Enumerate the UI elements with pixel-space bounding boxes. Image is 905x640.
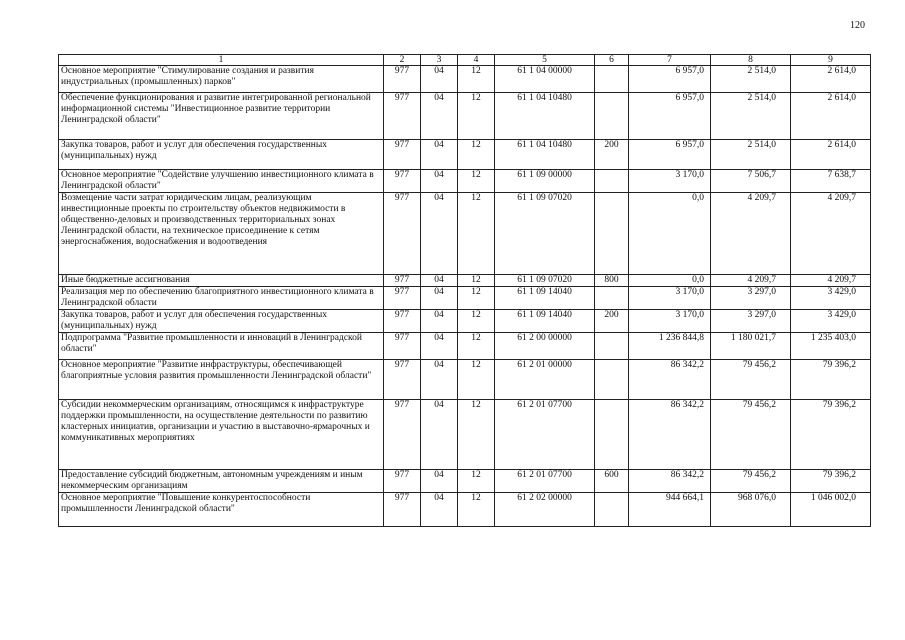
ministry-code-cell: 977 xyxy=(384,360,421,400)
subsection-code-cell: 12 xyxy=(458,93,495,140)
subsection-code-cell: 12 xyxy=(458,333,495,360)
section-code-cell: 04 xyxy=(421,287,458,310)
amount-col7-cell: 86 342,2 xyxy=(629,360,711,400)
column-header: 3 xyxy=(421,55,458,66)
expense-type-cell xyxy=(595,170,629,193)
page-number: 120 xyxy=(850,20,865,31)
subsection-code-cell: 12 xyxy=(458,193,495,275)
subsection-code-cell: 12 xyxy=(458,493,495,527)
target-article-cell: 61 1 04 10480 xyxy=(495,140,595,170)
table-row xyxy=(59,66,871,93)
ministry-code-cell: 977 xyxy=(384,333,421,360)
ministry-code-cell: 977 xyxy=(384,170,421,193)
section-code-cell: 04 xyxy=(421,140,458,170)
column-header: 8 xyxy=(711,55,791,66)
amount-col8-cell: 7 506,7 xyxy=(711,170,791,193)
amount-col7-cell: 6 957,0 xyxy=(629,93,711,140)
amount-col8-cell: 2 514,0 xyxy=(711,140,791,170)
amount-col8-cell: 4 209,7 xyxy=(711,193,791,275)
section-code-cell: 04 xyxy=(421,360,458,400)
column-header: 1 xyxy=(59,55,384,66)
table-row xyxy=(59,470,871,493)
column-header: 6 xyxy=(595,55,629,66)
ministry-code-cell: 977 xyxy=(384,470,421,493)
expense-type-cell xyxy=(595,193,629,275)
amount-col9-cell: 2 614,0 xyxy=(791,93,871,140)
amount-col9-cell: 79 396,2 xyxy=(791,400,871,470)
expense-type-cell xyxy=(595,93,629,140)
amount-col8-cell: 968 076,0 xyxy=(711,493,791,527)
row-name-cell: Возмещение части затрат юридическим лицам, реализующим инвестиционные проекты по строительству объектов недвижимости в общественно-деловых и производственных территориальных зонах Ленинградской области, на техническое присоединение к сетям энергоснабжения, водоснабжения и водоотведения xyxy=(59,193,384,275)
table-row xyxy=(59,275,871,287)
target-article-cell: 61 2 02 00000 xyxy=(495,493,595,527)
amount-col8-cell: 79 456,2 xyxy=(711,400,791,470)
amount-col7-cell: 3 170,0 xyxy=(629,170,711,193)
table-row xyxy=(59,493,871,527)
row-name-cell: Реализация мер по обеспечению благоприятного инвестиционного климата в Ленинградской области xyxy=(59,287,384,310)
row-name-cell: Основное мероприятие "Развитие инфраструктуры, обеспечивающей благоприятные условия развития промышленности Ленинградской области" xyxy=(59,360,384,400)
table-body xyxy=(59,66,871,527)
table-row xyxy=(59,140,871,170)
target-article-cell: 61 2 01 07700 xyxy=(495,400,595,470)
amount-col7-cell: 0,0 xyxy=(629,193,711,275)
section-code-cell: 04 xyxy=(421,275,458,287)
target-article-cell: 61 1 09 00000 xyxy=(495,170,595,193)
subsection-code-cell: 12 xyxy=(458,360,495,400)
amount-col7-cell: 1 236 844,8 xyxy=(629,333,711,360)
table-row xyxy=(59,287,871,310)
table-row xyxy=(59,310,871,333)
amount-col7-cell: 3 170,0 xyxy=(629,287,711,310)
amount-col9-cell: 7 638,7 xyxy=(791,170,871,193)
target-article-cell: 61 1 09 07020 xyxy=(495,275,595,287)
amount-col7-cell: 86 342,2 xyxy=(629,470,711,493)
subsection-code-cell: 12 xyxy=(458,287,495,310)
amount-col8-cell: 79 456,2 xyxy=(711,360,791,400)
amount-col9-cell: 4 209,7 xyxy=(791,193,871,275)
expense-type-cell xyxy=(595,66,629,93)
table-row xyxy=(59,360,871,400)
subsection-code-cell: 12 xyxy=(458,400,495,470)
amount-col8-cell: 79 456,2 xyxy=(711,470,791,493)
column-header: 2 xyxy=(384,55,421,66)
expense-type-cell xyxy=(595,333,629,360)
section-code-cell: 04 xyxy=(421,333,458,360)
row-name-cell: Обеспечение функционирования и развитие интегрированной региональной информационной системы "Инвестиционное развитие территории Ленинградской области" xyxy=(59,93,384,140)
ministry-code-cell: 977 xyxy=(384,93,421,140)
expense-type-cell xyxy=(595,287,629,310)
section-code-cell: 04 xyxy=(421,310,458,333)
row-name-cell: Иные бюджетные ассигнования xyxy=(59,275,384,287)
section-code-cell: 04 xyxy=(421,66,458,93)
amount-col7-cell: 3 170,0 xyxy=(629,310,711,333)
amount-col8-cell: 2 514,0 xyxy=(711,66,791,93)
table-row xyxy=(59,400,871,470)
section-code-cell: 04 xyxy=(421,493,458,527)
row-name-cell: Закупка товаров, работ и услуг для обеспечения государственных (муниципальных) нужд xyxy=(59,140,384,170)
table-row xyxy=(59,333,871,360)
section-code-cell: 04 xyxy=(421,93,458,140)
target-article-cell: 61 1 04 00000 xyxy=(495,66,595,93)
row-name-cell: Подпрограмма "Развитие промышленности и инноваций в Ленинградской области" xyxy=(59,333,384,360)
column-header: 5 xyxy=(495,55,595,66)
row-name-cell: Основное мероприятие "Повышение конкурентоспособности промышленности Ленинградской области" xyxy=(59,493,384,527)
amount-col8-cell: 4 209,7 xyxy=(711,275,791,287)
table-row xyxy=(59,193,871,275)
amount-col7-cell: 6 957,0 xyxy=(629,140,711,170)
budget-table-container xyxy=(58,54,871,527)
subsection-code-cell: 12 xyxy=(458,470,495,493)
ministry-code-cell: 977 xyxy=(384,193,421,275)
section-code-cell: 04 xyxy=(421,170,458,193)
subsection-code-cell: 12 xyxy=(458,140,495,170)
ministry-code-cell: 977 xyxy=(384,66,421,93)
target-article-cell: 61 2 00 00000 xyxy=(495,333,595,360)
expense-type-cell xyxy=(595,360,629,400)
ministry-code-cell: 977 xyxy=(384,140,421,170)
section-code-cell: 04 xyxy=(421,400,458,470)
subsection-code-cell: 12 xyxy=(458,310,495,333)
section-code-cell: 04 xyxy=(421,470,458,493)
section-code-cell: 04 xyxy=(421,193,458,275)
budget-table xyxy=(58,54,871,527)
row-name-cell: Основное мероприятие "Содействие улучшению инвестиционного климата в Ленинградской области" xyxy=(59,170,384,193)
row-name-cell: Предоставление субсидий бюджетным, автономным учреждениям и иным некоммерческим организациям xyxy=(59,470,384,493)
expense-type-cell: 600 xyxy=(595,470,629,493)
table-row xyxy=(59,170,871,193)
amount-col9-cell: 1 046 002,0 xyxy=(791,493,871,527)
ministry-code-cell: 977 xyxy=(384,287,421,310)
column-header: 4 xyxy=(458,55,495,66)
amount-col9-cell: 2 614,0 xyxy=(791,66,871,93)
amount-col8-cell: 3 297,0 xyxy=(711,310,791,333)
amount-col8-cell: 2 514,0 xyxy=(711,93,791,140)
ministry-code-cell: 977 xyxy=(384,400,421,470)
expense-type-cell: 800 xyxy=(595,275,629,287)
subsection-code-cell: 12 xyxy=(458,170,495,193)
ministry-code-cell: 977 xyxy=(384,493,421,527)
expense-type-cell: 200 xyxy=(595,310,629,333)
amount-col7-cell: 0,0 xyxy=(629,275,711,287)
amount-col9-cell: 3 429,0 xyxy=(791,287,871,310)
target-article-cell: 61 1 09 14040 xyxy=(495,287,595,310)
target-article-cell: 61 1 09 14040 xyxy=(495,310,595,333)
amount-col7-cell: 944 664,1 xyxy=(629,493,711,527)
expense-type-cell: 200 xyxy=(595,140,629,170)
amount-col9-cell: 4 209,7 xyxy=(791,275,871,287)
target-article-cell: 61 1 09 07020 xyxy=(495,193,595,275)
row-name-cell: Закупка товаров, работ и услуг для обеспечения государственных (муниципальных) нужд xyxy=(59,310,384,333)
row-name-cell: Субсидии некоммерческим организациям, относящимся к инфраструктуре поддержки промышленности, на осуществление деятельности по развитию кластерных инициатив, организации и участию в выставочно-ярмарочных и коммуникативных мероприятиях xyxy=(59,400,384,470)
amount-col9-cell: 79 396,2 xyxy=(791,360,871,400)
expense-type-cell xyxy=(595,400,629,470)
expense-type-cell xyxy=(595,493,629,527)
table-row xyxy=(59,93,871,140)
target-article-cell: 61 1 04 10480 xyxy=(495,93,595,140)
column-header: 7 xyxy=(629,55,711,66)
amount-col9-cell: 79 396,2 xyxy=(791,470,871,493)
amount-col9-cell: 3 429,0 xyxy=(791,310,871,333)
amount-col8-cell: 1 180 021,7 xyxy=(711,333,791,360)
target-article-cell: 61 2 01 00000 xyxy=(495,360,595,400)
amount-col9-cell: 2 614,0 xyxy=(791,140,871,170)
amount-col7-cell: 86 342,2 xyxy=(629,400,711,470)
ministry-code-cell: 977 xyxy=(384,310,421,333)
row-name-cell: Основное мероприятие "Стимулирование создания и развития индустриальных (промышленных) парков" xyxy=(59,66,384,93)
subsection-code-cell: 12 xyxy=(458,275,495,287)
amount-col8-cell: 3 297,0 xyxy=(711,287,791,310)
subsection-code-cell: 12 xyxy=(458,66,495,93)
column-header: 9 xyxy=(791,55,871,66)
amount-col9-cell: 1 235 403,0 xyxy=(791,333,871,360)
target-article-cell: 61 2 01 07700 xyxy=(495,470,595,493)
header-row xyxy=(59,55,871,66)
ministry-code-cell: 977 xyxy=(384,275,421,287)
amount-col7-cell: 6 957,0 xyxy=(629,66,711,93)
